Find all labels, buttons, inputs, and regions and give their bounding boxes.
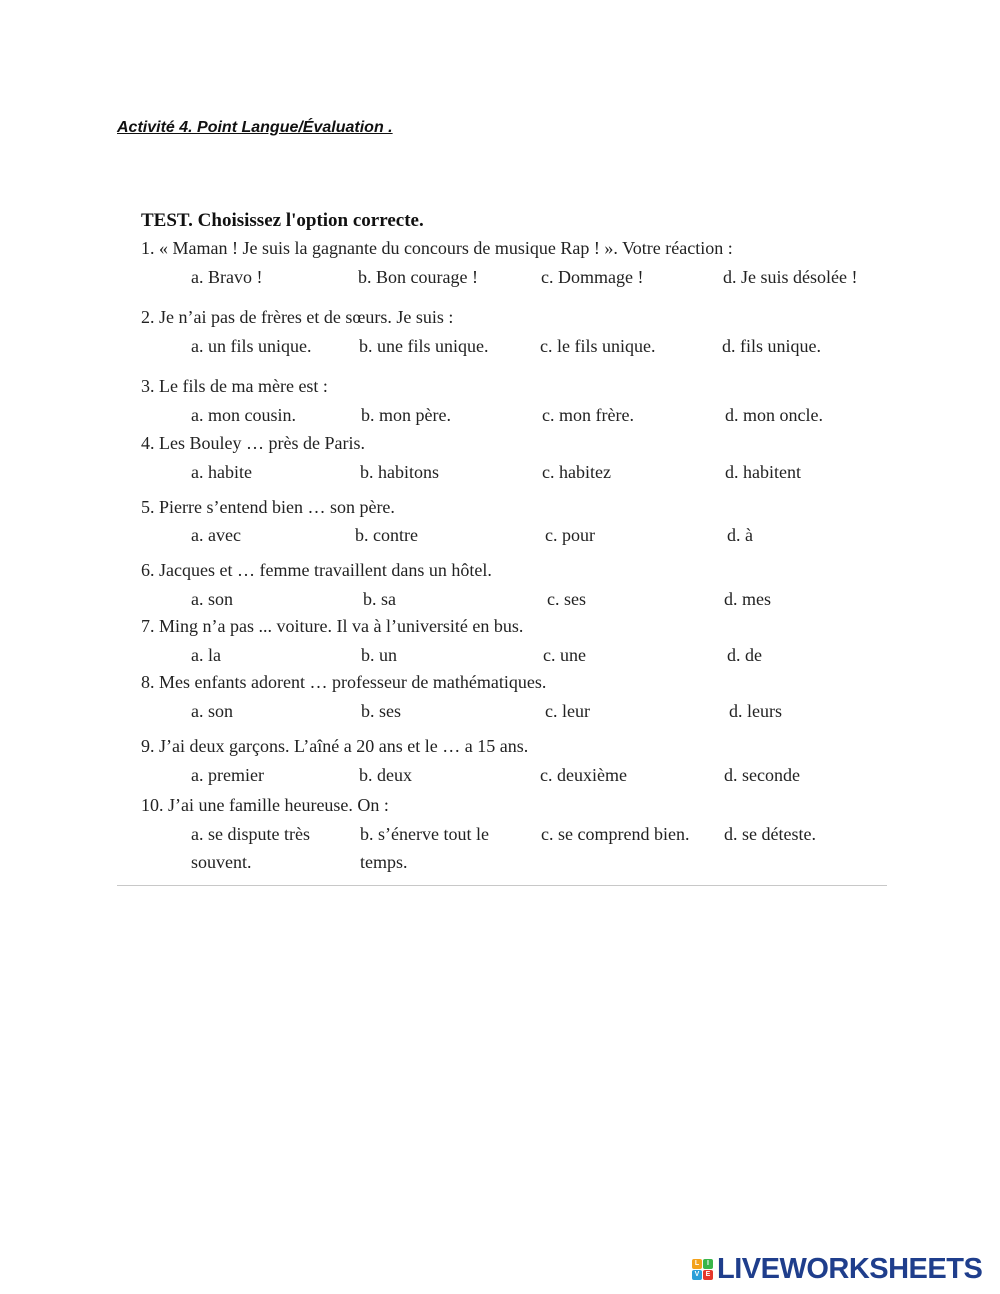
logo-mark-l: L: [692, 1259, 702, 1269]
option-8a[interactable]: a. son: [191, 701, 233, 721]
option-10a-line2: souvent.: [191, 852, 252, 872]
option-1d[interactable]: d. Je suis désolée !: [723, 267, 858, 287]
option-2b[interactable]: b. une fils unique.: [359, 336, 489, 356]
option-7a[interactable]: a. la: [191, 645, 221, 665]
liveworksheets-logo: [692, 1252, 982, 1286]
option-1b[interactable]: b. Bon courage !: [358, 267, 478, 287]
option-2a[interactable]: a. un fils unique.: [191, 336, 312, 356]
question-3: 3. Le fils de ma mère est :: [141, 376, 328, 396]
question-8: 8. Mes enfants adorent … professeur de mathématiques.: [141, 672, 547, 692]
logo-text: LIVEWORKSHEETS: [717, 1252, 983, 1285]
option-8c[interactable]: c. leur: [545, 701, 590, 721]
option-4c[interactable]: c. habitez: [542, 462, 611, 482]
option-1a[interactable]: a. Bravo !: [191, 267, 263, 287]
option-6d[interactable]: d. mes: [724, 589, 771, 609]
option-2d[interactable]: d. fils unique.: [722, 336, 821, 356]
question-9: 9. J’ai deux garçons. L’aîné a 20 ans et le … a 15 ans.: [141, 736, 529, 756]
option-8b[interactable]: b. ses: [361, 701, 401, 721]
logo-mark-v: V: [692, 1270, 702, 1280]
question-1: 1. « Maman ! Je suis la gagnante du concours de musique Rap ! ». Votre réaction :: [141, 238, 733, 258]
divider: [117, 885, 887, 886]
option-10c[interactable]: c. se comprend bien.: [541, 824, 690, 844]
option-5a[interactable]: a. avec: [191, 525, 241, 545]
option-7c[interactable]: c. une: [543, 645, 586, 665]
option-9c[interactable]: c. deuxième: [540, 765, 627, 785]
option-4b[interactable]: b. habitons: [360, 462, 439, 482]
option-9a[interactable]: a. premier: [191, 765, 264, 785]
option-10b-line2: temps.: [360, 852, 408, 872]
option-6a[interactable]: a. son: [191, 589, 233, 609]
option-7b[interactable]: b. un: [361, 645, 397, 665]
option-8d[interactable]: d. leurs: [729, 701, 782, 721]
option-3d[interactable]: d. mon oncle.: [725, 405, 823, 425]
option-1c[interactable]: c. Dommage !: [541, 267, 644, 287]
logo-mark-icon: [692, 1259, 713, 1280]
option-2c[interactable]: c. le fils unique.: [540, 336, 656, 356]
option-4d[interactable]: d. habitent: [725, 462, 801, 482]
option-3a[interactable]: a. mon cousin.: [191, 405, 296, 425]
question-7: 7. Ming n’a pas ... voiture. Il va à l’université en bus.: [141, 616, 524, 636]
option-10a[interactable]: [191, 820, 310, 876]
activity-title: Activité 4. Point Langue/Évaluation .: [117, 119, 393, 136]
question-10: 10. J’ai une famille heureuse. On :: [141, 795, 389, 815]
option-9b[interactable]: b. deux: [359, 765, 412, 785]
option-9d[interactable]: d. seconde: [724, 765, 800, 785]
logo-mark-e: E: [703, 1270, 713, 1280]
option-3b[interactable]: b. mon père.: [361, 405, 451, 425]
question-6: 6. Jacques et … femme travaillent dans un hôtel.: [141, 560, 492, 580]
option-4a[interactable]: a. habite: [191, 462, 252, 482]
option-7d[interactable]: d. de: [727, 645, 762, 665]
question-4: 4. Les Bouley … près de Paris.: [141, 433, 365, 453]
option-10b-line1: b. s’énerve tout le: [360, 824, 489, 844]
logo-mark-i: I: [703, 1259, 713, 1269]
option-5b[interactable]: b. contre: [355, 525, 418, 545]
option-6b[interactable]: b. sa: [363, 589, 396, 609]
option-3c[interactable]: c. mon frère.: [542, 405, 634, 425]
option-10a-line1: a. se dispute très: [191, 824, 310, 844]
question-5: 5. Pierre s’entend bien … son père.: [141, 497, 395, 517]
option-10b[interactable]: [360, 820, 489, 876]
test-title: TEST. Choisissez l'option correcte.: [141, 210, 424, 231]
option-10d[interactable]: d. se déteste.: [724, 824, 816, 844]
option-6c[interactable]: c. ses: [547, 589, 586, 609]
question-2: 2. Je n’ai pas de frères et de sœurs. Je suis :: [141, 307, 454, 327]
option-5d[interactable]: d. à: [727, 525, 753, 545]
option-5c[interactable]: c. pour: [545, 525, 595, 545]
